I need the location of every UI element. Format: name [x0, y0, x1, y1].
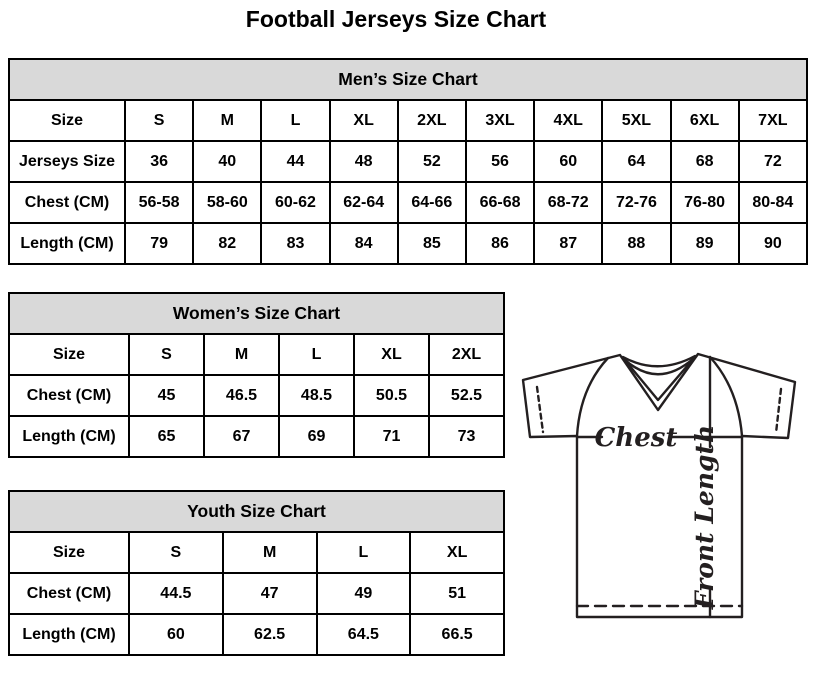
left-sleeve-dashed-line — [537, 387, 543, 432]
table-cell: S — [129, 334, 204, 375]
table-cell: 2XL — [398, 100, 466, 141]
table-cell: 71 — [354, 416, 429, 457]
table-cell: 64.5 — [317, 614, 411, 655]
table-cell: 79 — [125, 223, 193, 264]
table-cell: 87 — [534, 223, 602, 264]
table-cell: 66.5 — [410, 614, 504, 655]
table-cell: 89 — [671, 223, 739, 264]
table-cell: 64-66 — [398, 182, 466, 223]
page-title: Football Jerseys Size Chart — [245, 6, 547, 32]
table-cell: 45 — [129, 375, 204, 416]
chest-label: Chest — [594, 423, 678, 453]
table-cell: 86 — [466, 223, 534, 264]
jersey-measurement-diagram — [510, 330, 810, 630]
table-cell: 83 — [261, 223, 329, 264]
table-cell: 56 — [466, 141, 534, 182]
row-label-cell: Size — [9, 334, 129, 375]
table-cell: 60 — [534, 141, 602, 182]
mens-size-table — [8, 58, 808, 265]
table-header-row — [9, 293, 504, 334]
table-cell: M — [204, 334, 279, 375]
table-row — [9, 532, 504, 573]
table-row — [9, 573, 504, 614]
jersey-diagram-svg — [510, 330, 810, 630]
row-label-cell: Chest (CM) — [9, 573, 129, 614]
table-cell: 48 — [330, 141, 398, 182]
table-row — [9, 416, 504, 457]
front-length-label: Front Length — [690, 424, 719, 610]
table-cell: 50.5 — [354, 375, 429, 416]
table-cell: 51 — [410, 573, 504, 614]
table-cell: 84 — [330, 223, 398, 264]
table-cell: 7XL — [739, 100, 807, 141]
table-cell: 52.5 — [429, 375, 504, 416]
table-cell: 52 — [398, 141, 466, 182]
table-cell: 47 — [223, 573, 317, 614]
table-cell: 80-84 — [739, 182, 807, 223]
table-row — [9, 375, 504, 416]
table-cell: 44 — [261, 141, 329, 182]
table-cell: 49 — [317, 573, 411, 614]
table-title: Youth Size Chart — [9, 491, 504, 532]
table-cell: L — [317, 532, 411, 573]
table-cell: 58-60 — [193, 182, 261, 223]
jersey-outline — [523, 354, 795, 617]
table-cell: 44.5 — [129, 573, 223, 614]
table-cell: 68-72 — [534, 182, 602, 223]
table-cell: L — [279, 334, 354, 375]
table-cell: XL — [330, 100, 398, 141]
table-row — [9, 100, 807, 141]
table-cell: 5XL — [602, 100, 670, 141]
table-header-row — [9, 59, 807, 100]
table-cell: XL — [354, 334, 429, 375]
table-cell: 76-80 — [671, 182, 739, 223]
table-cell: 69 — [279, 416, 354, 457]
right-armhole-seam — [710, 357, 742, 436]
table-cell: S — [125, 100, 193, 141]
row-label-cell: Size — [9, 532, 129, 573]
row-label-cell: Chest (CM) — [9, 182, 125, 223]
table-cell: 65 — [129, 416, 204, 457]
table-row — [9, 334, 504, 375]
table-cell: 36 — [125, 141, 193, 182]
table-cell: XL — [410, 532, 504, 573]
table-cell: 6XL — [671, 100, 739, 141]
table-cell: 60-62 — [261, 182, 329, 223]
collar-inner-v-line — [624, 358, 694, 400]
table-cell: 68 — [671, 141, 739, 182]
right-sleeve-dashed-line — [776, 389, 781, 433]
table-cell: 85 — [398, 223, 466, 264]
table-cell: 82 — [193, 223, 261, 264]
table-cell: 72-76 — [602, 182, 670, 223]
table-cell: 66-68 — [466, 182, 534, 223]
table-cell: 4XL — [534, 100, 602, 141]
table-cell: 62-64 — [330, 182, 398, 223]
table-cell: 67 — [204, 416, 279, 457]
table-cell: 72 — [739, 141, 807, 182]
row-label-cell: Jerseys Size — [9, 141, 125, 182]
row-label-cell: Chest (CM) — [9, 375, 129, 416]
table-title: Women’s Size Chart — [9, 293, 504, 334]
youth-size-table — [8, 490, 505, 656]
table-title: Men’s Size Chart — [9, 59, 807, 100]
table-cell: M — [193, 100, 261, 141]
table-cell: 90 — [739, 223, 807, 264]
table-cell: 40 — [193, 141, 261, 182]
table-cell: 64 — [602, 141, 670, 182]
table-cell: 3XL — [466, 100, 534, 141]
table-cell: 62.5 — [223, 614, 317, 655]
table-cell: 46.5 — [204, 375, 279, 416]
table-row — [9, 223, 807, 264]
row-label-cell: Length (CM) — [9, 614, 129, 655]
table-cell: 73 — [429, 416, 504, 457]
table-row — [9, 614, 504, 655]
table-cell: M — [223, 532, 317, 573]
womens-size-table — [8, 292, 505, 458]
row-label-cell: Length (CM) — [9, 416, 129, 457]
table-cell: L — [261, 100, 329, 141]
row-label-cell: Length (CM) — [9, 223, 125, 264]
row-label-cell: Size — [9, 100, 125, 141]
table-cell: S — [129, 532, 223, 573]
table-row — [9, 182, 807, 223]
table-cell: 48.5 — [279, 375, 354, 416]
table-cell: 88 — [602, 223, 670, 264]
table-cell: 56-58 — [125, 182, 193, 223]
table-cell: 2XL — [429, 334, 504, 375]
table-header-row — [9, 491, 504, 532]
table-row — [9, 141, 807, 182]
table-cell: 60 — [129, 614, 223, 655]
